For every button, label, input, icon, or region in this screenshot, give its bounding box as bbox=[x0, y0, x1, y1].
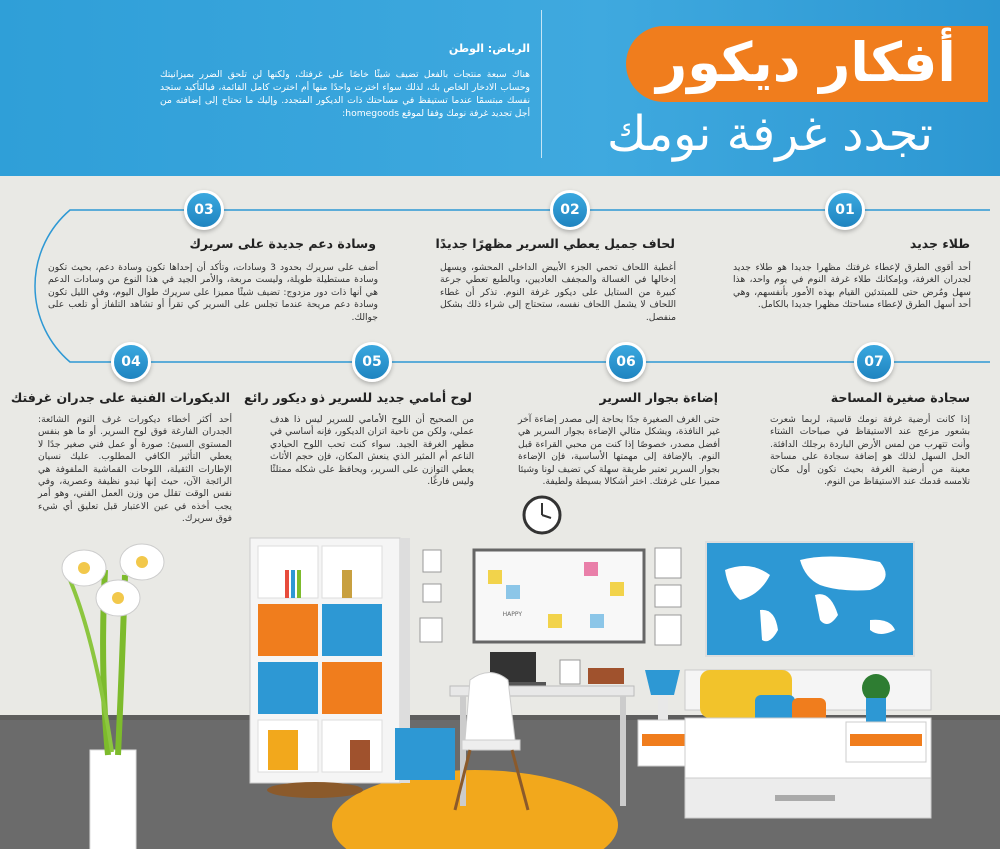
section-03-title: وسادة دعم جديدة على سريرك bbox=[189, 236, 376, 251]
whiteboard-illustration bbox=[474, 550, 644, 642]
intro-paragraph: هناك سبعة منتجات بالفعل تضيف شيئًا خاصًا على غرفتك، ولكنها لن تلحق الضرر بميزانيتك وحساب الادخار الخاص بك، لذلك سواء اخترت واحدًا منها أم اخترت كامل القائمة، فبالتأكيد ستجد نفسك مبتسمًا عندما تستيقظ في مساحتك ذات الديكور المتجدد. وإليك ما تحتاج إلى إضافته من أجل تجديد غرفة نومك وفقا لموقع homegoods: bbox=[160, 69, 530, 119]
header-banner bbox=[0, 0, 1000, 176]
step-number-03: 03 bbox=[184, 190, 224, 230]
step-number-07: 07 bbox=[854, 342, 894, 382]
main-title: أفكار ديكور bbox=[656, 31, 956, 94]
skateboard-illustration bbox=[267, 782, 363, 798]
section-04-body: أحد أكثر أخطاء ديكورات غرف النوم الشائعة: الجدران الفارغة فوق لوح السرير. أو ما هو بنفس المستوى السيئ: صورة أو عمل فني صغير جدًا لا يعطي التأثير الكافي المطلوب. عليك نسيان الإطارات الثقيلة، اللوحات القماشية الملفوفة هي الرائجة الآن، حيث إنها تبدو نظيفة وعصرية، وفي نفس الوقت تقلل من وزن العمل الفني، وهو أمر يجب أخذه في عين الاعتبار قبل تعليق أي شيء فوق سريرك. bbox=[38, 414, 232, 525]
header-divider bbox=[541, 10, 542, 158]
section-05-title: لوح أمامي جديد للسرير ذو ديكور رائع bbox=[244, 390, 472, 405]
step-number-02: 02 bbox=[550, 190, 590, 230]
world-map-illustration bbox=[706, 542, 914, 656]
board-text: HAPPY bbox=[502, 611, 522, 618]
section-01-title: طلاء جديد bbox=[909, 236, 970, 251]
section-06-title: إضاءة بجوار السرير bbox=[599, 390, 718, 405]
flower-vase-illustration bbox=[62, 544, 164, 849]
step-number-06: 06 bbox=[606, 342, 646, 382]
section-01-body: أحد أقوى الطرق لإعطاء غرفتك مظهرا جديدا هو طلاء جديد لجدران الغرفة، وبإمكانك طلاء غرفة النوم في يوم واحد، هذا سهل ومُرض حتى للمبتدئين القيام بهذه الأمور بأنفسهم، وهي أحد أسهل الطرق لإعطاء مساحتك مظهرا جديدا بالكامل. bbox=[733, 262, 971, 311]
subtitle: تجدد غرفة نومك bbox=[606, 106, 933, 162]
step-number-05: 05 bbox=[352, 342, 392, 382]
shelf-unit-illustration bbox=[250, 538, 410, 783]
step-number-04: 04 bbox=[111, 342, 151, 382]
step-number-01: 01 bbox=[825, 190, 865, 230]
source-line: الرياض: الوطن bbox=[448, 42, 530, 55]
section-05-body: من الصحيح أن اللوح الأمامي للسرير ليس ذا هدف عملي، ولكن من ناحية اتزان الديكور، فإنه أساسي في مظهر الغرفة الجيد. سواء كنت تحب اللوح الحيادي الناعم أم المثير الذي ينعش المكان، فإن حجم الأثاث يعطي التوازن على السرير، ويحافظ على شكله ممتلئًا وليس فارغًا. bbox=[270, 414, 474, 488]
section-04-title: الديكورات الفنية على جدران غرفتك bbox=[10, 390, 230, 405]
section-02-body: أغطية اللحاف تحمي الجزء الأبيض الداخلي المحشو، ويسهل إدخالها في الغسالة والمجفف العاديين، وبالطبع تعطي جرعة كبيرة من الستايل على ديكور غرفة النوم. تذكر أن غطاء اللحاف لا يشمل اللحاف نفسه، ستحتاج إلى شراء ذلك بشكل منفصل. bbox=[440, 262, 676, 323]
section-07-title: سجادة صغيرة المساحة bbox=[830, 390, 970, 405]
section-06-body: حتى الغرف الصغيرة جدًا بحاجة إلى مصدر إضاءة آخر غير النافذة، ويشكل مثالي الإضاءة بجوار السرير هي أفضل مصدر، خصوصًا إذا كنت من محبي القراءة قبل النوم. بالإضافة إلى مهمتها الأساسية، فإن الإضاءة بجوار السرير تعتبر طريقة سهلة كي تضيف لونا وشيئا مميزا على غرفتك. اختر أشكالا بسيطة ولطيفة. bbox=[518, 414, 720, 488]
storage-box-illustration bbox=[395, 728, 455, 780]
section-07-body: إذا كانت أرضية غرفة نومك قاسية، لربما شعرت بشعور مزعج عند الاستيقاظ في صباحات الشتاء وأنت تتهرب من لمس الأرض الباردة برجلك الدافئة. الحل السهل لذلك هو إضافة سجادة على مساحة معينة من أرضية الغرفة بحيث تكون أول مكان تلامسه قدمك عند الاستيقاظ من النوم. bbox=[770, 414, 970, 488]
section-03-body: أضف على سريرك بحدود 3 وسادات، وتأكد أن إحداها تكون وسادة دعم، بحيث تكون وسادة مستطيلة طويلة، وليست مربعة، والأمر الجيد في هذا النوع من وسادات الدعم هي أنها ذات دور مزدوج: تضيف شيئًا مميزا على سريرك طوال اليوم، وفي الليل تكون وسادة دعم مريحة عندما تجلس على السرير كي تقرأ أو تشاهد التلفاز أو تلعب على جوالك. bbox=[48, 262, 378, 323]
section-02-title: لحاف جميل يعطي السرير مظهرًا جديدًا bbox=[435, 236, 675, 251]
bedroom-illustration bbox=[0, 490, 1000, 849]
clock-icon bbox=[524, 497, 560, 533]
